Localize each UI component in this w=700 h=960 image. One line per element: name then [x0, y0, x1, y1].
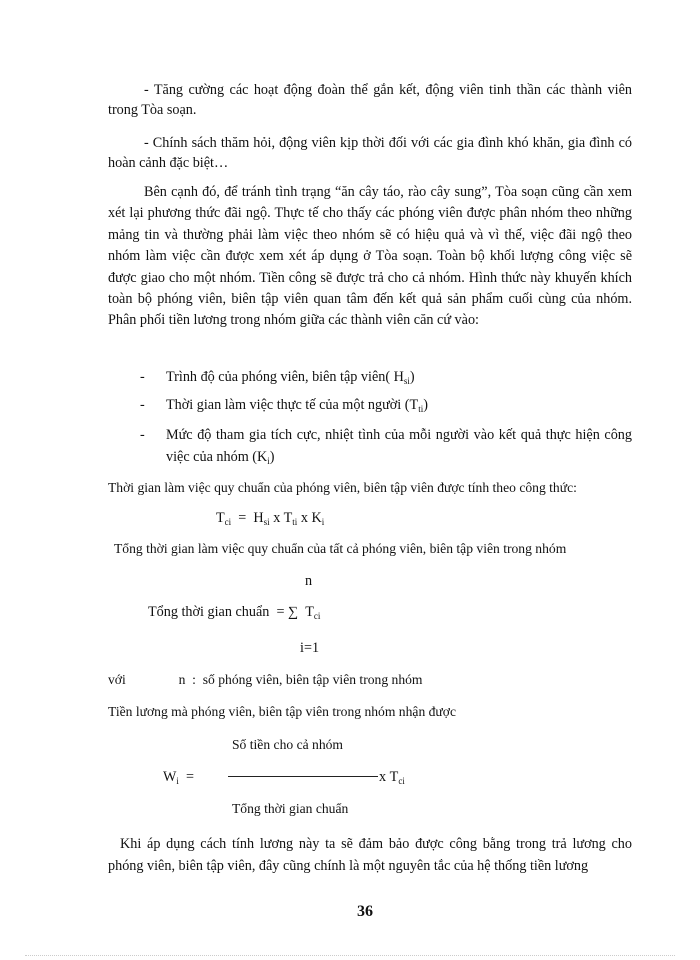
page-bottom-rule: [25, 955, 675, 956]
sum-upper-limit: n: [305, 573, 313, 589]
bullet-text: Mức độ tham gia tích cực, nhiệt tình của mỗi người vào kết quả thực hiện công việc của nhóm $(K_i)$: [166, 427, 632, 466]
sum-formula: Tổng thời gian chuẩn = ∑ $T_{ci}$: [148, 604, 321, 621]
bullet-dash: -: [140, 397, 145, 413]
fraction-denominator: Tổng thời gian chuẩn: [232, 801, 349, 816]
paragraph-2: - Chính sách thăm hỏi, động viên kịp thời đối với các gia đình khó khăn, gia đình có hoàn cảnh đặc biệt…: [108, 135, 632, 171]
sigma-symbol: ∑: [288, 604, 299, 620]
bullet-text: Trình độ của phóng viên, biên tập viên( $H_{si}$): [166, 369, 415, 386]
salary-rhs: x $T_{ci}$: [379, 769, 405, 786]
paragraph-1: - Tăng cường các hoạt động đoàn thể gắn kết, động viên tinh thần các thành viên trong Tòa soạn.: [108, 82, 632, 118]
bullet-text: Thời gian làm việc thực tế của một người $(T_{ti})$: [166, 397, 428, 414]
salary-lhs: $W_i$ =: [163, 769, 195, 786]
closing-paragraph: Khi áp dụng cách tính lương này ta sẽ đảm bảo được công bằng trong trả lương cho phóng viên, biên tập viên, đây cũng chính là một nguyên tắc của hệ thống tiền lương: [108, 836, 632, 874]
bullet-dash: -: [140, 369, 145, 385]
formula-work-time: $T_{ci} = H_{si}$ x $T_{ti}$ x $K_i$: [216, 510, 325, 527]
sum-lower-limit: i=1: [300, 640, 320, 656]
bullet-dash: -: [140, 427, 145, 443]
formula-intro: Thời gian làm việc quy chuẩn của phóng viên, biên tập viên được tính theo công thức:: [108, 480, 577, 495]
fraction-bar: [228, 776, 378, 777]
paragraph-3: Bên cạnh đó, để tránh tình trạng “ăn cây táo, rào cây sung”, Tòa soạn cũng cần xem xét lại phương thức đãi ngộ. Thực tế cho thấy các phóng viên được phân nhóm theo những mảng tin và thường phải làm việc theo nhóm sẽ có hiệu quả và vì thế, việc đãi ngộ theo nhóm làm việc cần được xem xét áp dụng ở Tòa soạn. Toàn bộ khối lượng công việc sẽ được giao cho một nhóm. Tiền công sẽ được trả cho cả nhóm. Hình thức này khuyến khích toàn bộ phóng viên, biên tập viên quan tâm đến kết quả sản phẩm cuối cùng của nhóm. Phân phối tiền lương trong nhóm giữa các thành viên căn cứ vào:: [108, 184, 632, 329]
fraction-numerator: Số tiền cho cả nhóm: [232, 737, 343, 752]
page-number: 36: [357, 903, 373, 920]
where-clause: với n : số phóng viên, biên tập viên trong nhóm: [108, 672, 423, 687]
total-time-intro: Tổng thời gian làm việc quy chuẩn của tất cả phóng viên, biên tập viên trong nhóm: [114, 541, 567, 556]
salary-intro: Tiền lương mà phóng viên, biên tập viên trong nhóm nhận được: [108, 704, 457, 719]
